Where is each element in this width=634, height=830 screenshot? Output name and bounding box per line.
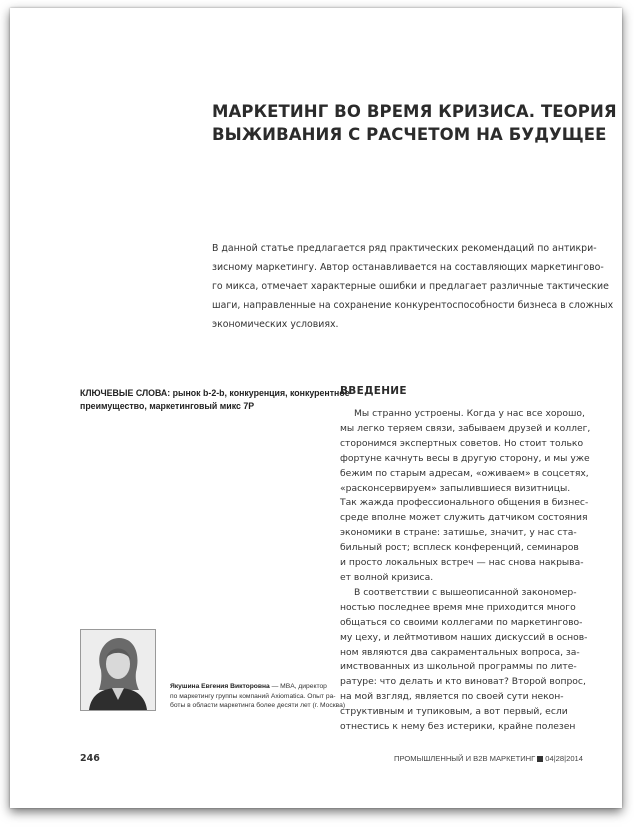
body-line: общаться со своими коллегами по маркетингово- [340,616,583,628]
square-icon [537,756,543,762]
body-line: фортуне качнуть весы в другую сторону, и мы уже [340,452,590,464]
author-line: боты в области маркетинга более десяти лет (г. Москва) [170,702,346,710]
author-role: — MBA, директор [269,683,327,690]
body-line: ет волной кризиса. [340,571,434,583]
keywords-line: преимущество, маркетинговый микс 7P [80,400,255,411]
article-title [212,100,617,146]
section-heading: ВВЕДЕНИЕ [340,385,407,397]
body-line: экономики в стране: затишье, значит, у нас ста- [340,527,577,539]
body-line: ном являются два сакраментальных вопроса, за- [340,646,580,658]
body-line: и просто локальных встреч — нас снова накрыва- [340,557,584,569]
body-line: ратуре: что делать и кто виноват? Второй вопрос, [340,676,586,688]
title-line: МАРКЕТИНГ ВО ВРЕМЯ КРИЗИСА. ТЕОРИЯ [212,102,617,121]
body-line: Так жажда профессионального общения в бизнес- [340,497,589,509]
keywords-line: КЛЮЧЕВЫЕ СЛОВА: рынок b-2-b, конкуренция, конкурентное [80,388,350,398]
abstract-line: В данной статье предлагается ряд практических рекомендаций по антикри- [212,243,597,254]
journal-footer [394,754,583,763]
abstract-line: экономических условиях. [212,319,339,330]
body-line: на мой взгляд, является по своей сути некон- [340,691,564,703]
abstract-line: зисному маркетингу. Автор останавливается на составляющих маркетингово- [212,262,604,273]
body-line: мы легко теряем связи, забываем друзей и коллег, [340,422,591,434]
journal-page [10,8,622,808]
article-abstract [212,239,614,334]
author-line [170,682,340,692]
article-body [340,407,596,735]
body-line: среде вполне может служить датчиком состояния [340,512,588,524]
body-line: ностью последнее время мне приходится много [340,601,576,613]
abstract-line: го микса, отмечает характерные ошибки и предлагает различные тактические [212,281,609,292]
body-line: В соответствии с вышеописанной закономер- [354,586,577,598]
body-line: структивным и тупиковым, а вот первый, если [340,706,568,718]
author-bio [170,682,346,711]
body-line: имствованных из школьной программы по лите- [340,661,577,673]
body-line: Мы странно устроены. Когда у нас все хорошо, [354,408,585,419]
body-line: отнестись к нему без истерики, крайне полезен [340,721,576,733]
author-photo [80,629,156,711]
issue-number: 04|28|2014 [545,754,583,763]
body-line: му цеху, и лейтмотивом наших дискуссий в основ- [340,631,588,643]
journal-name: ПРОМЫШЛЕННЫЙ И B2B МАРКЕТИНГ [394,754,536,763]
abstract-line: шаги, направленные на сохранение конкурентоспособности бизнеса в сложных [212,300,614,311]
body-line: сторонимся экспертных советов. Но стоит только [340,437,584,449]
author-portrait-icon [81,630,155,710]
body-line: «расконсервируем» запылившиеся визитницы. [340,482,571,494]
title-line: ВЫЖИВАНИЯ С РАСЧЕТОМ НА БУДУЩЕЕ [212,125,607,144]
keywords [80,387,350,412]
page-number: 246 [80,753,100,764]
author-line: по маркетингу группы компаний Axiomatica. Опыт ра- [170,692,336,700]
body-line: бежим по старым адресам, «оживаем» в соцсетях, [340,467,589,479]
author-name: Якушина Евгения Викторовна [170,683,270,690]
body-line: бильный рост; всплеск конференций, семинаров [340,542,579,554]
